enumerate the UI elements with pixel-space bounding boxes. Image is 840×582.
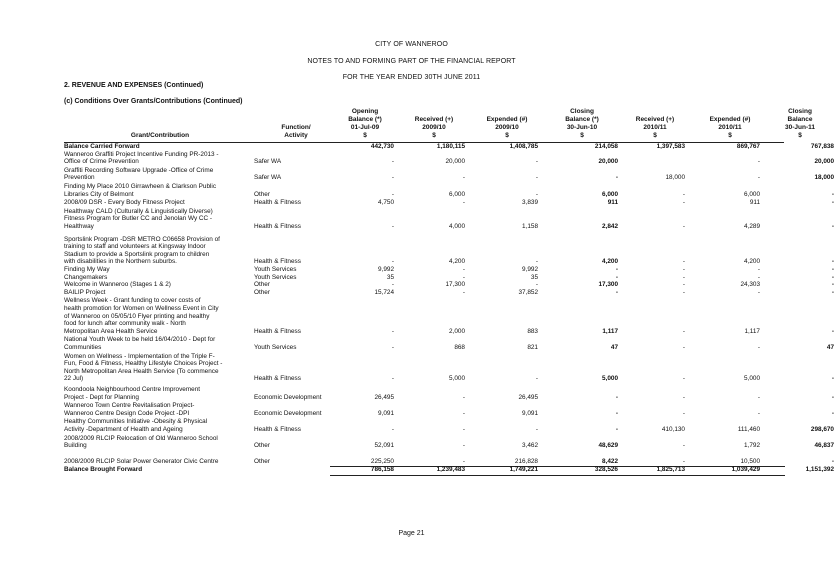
amount-cell: 35: [530, 273, 538, 281]
grant-name-line: with disabilities in the Northern suburbs.: [64, 258, 177, 266]
amount-cell: -: [391, 327, 394, 335]
amount-cell: 298,670: [810, 425, 834, 433]
amount-cell: 442,730: [370, 143, 394, 150]
grant-name-line: Finding My Way: [64, 266, 110, 273]
function-activity: Health & Fitness: [254, 425, 301, 433]
amount-cell: -: [831, 190, 834, 198]
amount-cell: -: [682, 327, 685, 335]
amount-cell: -: [757, 273, 760, 281]
grant-name: [64, 386, 246, 401]
function-activity: Health & Fitness: [254, 199, 301, 207]
function-activity: Safer WA: [254, 174, 282, 182]
col-header-line: Received (+): [414, 116, 454, 123]
amount-cell: 2,842: [602, 222, 618, 230]
grant-name-line: Wanneroo Town Centre Revitalisation Project-: [64, 402, 195, 410]
function-activity: Other: [254, 442, 270, 450]
amount-cell: 9,992: [522, 266, 538, 273]
grant-name-line: Koondoola Neighbourhood Centre Improvement: [64, 386, 201, 393]
grant-name: [64, 297, 246, 335]
col-header-line: Function/: [281, 124, 311, 131]
amount-cell: -: [831, 409, 834, 417]
amount-cell: -: [682, 190, 685, 198]
amount-cell: 410,130: [661, 425, 685, 433]
grant-name: [64, 167, 246, 182]
amount-cell: -: [682, 375, 685, 383]
col-header-line: $: [363, 132, 367, 139]
amount-cell: -: [615, 425, 618, 433]
function-activity: Youth Services: [254, 273, 297, 281]
amount-cell: 37,852: [518, 288, 538, 296]
grant-name-line: of Wanneroo on 05/05/10 Flyer printing and healthy: [64, 312, 210, 320]
amount-cell: 883: [527, 327, 538, 335]
amount-cell: -: [391, 174, 394, 182]
grant-name-line: North Metropolitan Area Health Service (To commence: [64, 367, 219, 375]
amount-cell: -: [535, 375, 538, 383]
amount-cell: -: [831, 375, 834, 383]
grant-name-line: Activity -Department of Health and Ageing: [64, 425, 183, 433]
grant-name: [64, 353, 246, 383]
amount-cell: 24,303: [740, 281, 760, 289]
amount-cell: 35: [386, 273, 394, 281]
amount-cell: 328,526: [594, 466, 618, 474]
table-row: [64, 183, 834, 198]
amount-cell: 5,000: [449, 375, 465, 383]
table-row: [64, 235, 834, 266]
amount-cell: 786,158: [370, 466, 394, 474]
amount-cell: -: [682, 393, 685, 401]
col-header-function: [256, 124, 336, 140]
grant-name-line: 2008/09 DSR - Every Body Fitness Project: [64, 199, 185, 207]
amount-cell: -: [831, 327, 834, 335]
col-header-line: $: [653, 132, 657, 139]
amount-cell: 111,460: [737, 425, 760, 433]
amount-cell: -: [831, 393, 834, 401]
amount-cell: -: [462, 457, 465, 465]
amount-cell: -: [462, 273, 465, 281]
amount-cell: 3,839: [522, 199, 538, 207]
amount-cell: -: [682, 442, 685, 450]
amount-cell: -: [757, 158, 760, 166]
grant-name-line: health promotion for Women on Wellness Event in City: [64, 304, 219, 312]
grant-name: [64, 281, 246, 289]
amount-cell: 3,462: [522, 442, 538, 450]
amount-cell: -: [682, 281, 685, 289]
grant-name: [64, 289, 246, 297]
page-number: Page 21: [398, 530, 425, 537]
table-row: [64, 297, 834, 335]
amount-cell: -: [831, 222, 834, 230]
grant-name: [64, 183, 246, 198]
amount-cell: -: [462, 393, 465, 401]
amount-cell: -: [831, 281, 834, 289]
amount-cell: 1,117: [602, 327, 618, 335]
table-row: [64, 150, 834, 166]
amount-cell: -: [535, 425, 538, 433]
amount-cell: -: [391, 190, 394, 198]
amount-cell: 821: [527, 343, 538, 351]
amount-cell: -: [831, 288, 834, 296]
table-row: [64, 199, 834, 207]
amount-cell: 5,000: [602, 375, 618, 383]
function-activity: Other: [254, 190, 270, 198]
amount-cell: -: [682, 199, 685, 207]
grant-name-line: Finding My Place 2010 Girrawheen & Clarkson Public: [64, 183, 217, 190]
table-row: [64, 288, 834, 297]
function-activity: Health & Fitness: [254, 375, 301, 383]
table-row: [64, 352, 834, 383]
grant-name: [64, 199, 246, 207]
grant-name-line: Women on Wellness - Implementation of the Triple F-: [64, 352, 215, 360]
amount-cell: 911: [607, 199, 618, 207]
table-row: [64, 434, 834, 450]
col-header-line: Expended (#): [709, 116, 751, 123]
col-header-line: $: [432, 132, 436, 139]
table-row: [64, 266, 834, 274]
col-header-line: Closing: [570, 108, 594, 115]
amount-cell: -: [391, 343, 394, 351]
grant-name: [64, 458, 246, 466]
col-header-line: 2009/10: [422, 124, 446, 131]
amount-cell: -: [615, 393, 618, 401]
amount-cell: -: [535, 258, 538, 266]
function-activity: Health & Fitness: [254, 327, 301, 335]
grant-name: [64, 435, 246, 450]
col-header-line: $: [798, 132, 802, 139]
amount-cell: -: [757, 266, 760, 273]
col-header-line: Expended (#): [486, 116, 528, 123]
subsection-heading: (c) Conditions Over Grants/Contributions (Continued): [64, 98, 243, 105]
grant-name-line: Healthway: [64, 222, 94, 230]
amount-cell: 4,289: [744, 222, 760, 230]
amount-cell: 1,239,483: [436, 466, 465, 474]
grant-name: [64, 418, 246, 433]
grant-name-line: Balance Brought Forward: [64, 466, 143, 474]
amount-cell: -: [757, 409, 760, 417]
col-header-expended-2010: [690, 116, 770, 140]
amount-cell: 4,750: [378, 199, 394, 207]
grant-name-line: Wanneroo Centre Design Code Project -DPI: [64, 409, 190, 417]
amount-cell: 10,500: [740, 457, 760, 465]
amount-cell: 18,000: [814, 174, 834, 182]
amount-cell: 1,158: [522, 222, 538, 230]
amount-cell: -: [831, 266, 834, 273]
amount-cell: -: [682, 258, 685, 266]
table-row: [64, 281, 834, 289]
amount-cell: -: [462, 199, 465, 207]
grant-name-line: food for lunch after community walk - North: [64, 320, 186, 328]
function-activity: Economic Development: [254, 393, 322, 401]
amount-cell: 868: [454, 343, 465, 351]
amount-cell: 2,000: [449, 327, 465, 335]
amount-cell: 26,495: [374, 393, 394, 401]
grant-name: [64, 236, 246, 266]
col-header-line: 2010/11: [643, 124, 667, 131]
col-header-line: Balance: [787, 116, 813, 123]
amount-cell: -: [462, 409, 465, 417]
table-row: [64, 207, 834, 231]
amount-cell: -: [682, 273, 685, 281]
amount-cell: -: [757, 174, 760, 182]
grant-name-line: Balance Carried Forward: [64, 143, 140, 150]
amount-cell: -: [391, 222, 394, 230]
amount-cell: 47: [610, 343, 618, 351]
grant-name-line: Welcome in Wanneroo (Stages 1 & 2): [64, 281, 171, 289]
amount-cell: -: [462, 174, 465, 182]
col-header-line: 01-Jul-09: [350, 124, 380, 131]
grant-name-line: BAILIP Project: [64, 288, 106, 296]
amount-cell: -: [462, 442, 465, 450]
amount-cell: 1,792: [744, 442, 760, 450]
amount-cell: 46,837: [814, 442, 834, 450]
function-activity: Economic Development: [254, 409, 322, 417]
amount-cell: -: [757, 343, 760, 351]
col-header-line: $: [505, 132, 509, 139]
amount-cell: -: [757, 393, 760, 401]
amount-cell: 214,058: [594, 143, 618, 150]
amount-cell: -: [831, 457, 834, 465]
table-row: [64, 386, 834, 401]
amount-cell: 1,039,429: [731, 466, 760, 474]
col-header-line: Opening: [351, 108, 379, 115]
amount-cell: 17,300: [445, 281, 465, 289]
amount-cell: -: [462, 288, 465, 296]
amount-cell: 767,838: [810, 143, 834, 150]
grant-name-line: Healthway CALD (Culturally & Linguistically Diverse): [64, 207, 213, 215]
amount-cell: 1,825,713: [656, 466, 685, 474]
grant-name-line: Office of Crime Prevention: [64, 158, 139, 166]
function-activity: Other: [254, 457, 270, 465]
grant-name: [64, 402, 246, 417]
amount-cell: 6,000: [449, 190, 465, 198]
amount-cell: -: [391, 281, 394, 289]
col-header-line: Activity: [284, 132, 308, 139]
amount-cell: 26,495: [518, 393, 538, 401]
function-activity: Safer WA: [254, 158, 282, 166]
amount-cell: -: [615, 266, 618, 273]
amount-cell: 20,000: [445, 158, 465, 166]
grant-name-line: Building: [64, 442, 87, 450]
col-header-line: 2009/10: [495, 124, 519, 131]
amount-cell: 216,828: [514, 457, 538, 465]
grant-name-line: Communities: [64, 343, 102, 351]
grant-name-line: Graffiti Recording Software Upgrade -Office of Crime: [64, 166, 214, 174]
col-header-line: 2010/11: [718, 124, 742, 131]
amount-cell: -: [682, 288, 685, 296]
grant-name-line: Stadium to provide a Sportslink program to children: [64, 250, 210, 258]
amount-cell: 5,000: [744, 375, 760, 383]
grant-name-line: National Youth Week to be held 16/04/2010 - Dept for: [64, 336, 216, 344]
col-header-grant: Grant/Contribution: [130, 132, 190, 139]
amount-cell: 1,408,785: [509, 143, 538, 150]
amount-cell: 4,200: [449, 258, 465, 266]
amount-cell: 20,000: [598, 158, 618, 166]
section-heading: 2. REVENUE AND EXPENSES (Continued): [64, 82, 204, 89]
table-row: [64, 418, 834, 433]
amount-cell: 4,000: [449, 222, 465, 230]
col-header-line: Balance (*): [565, 116, 599, 123]
amount-cell: 1,397,583: [656, 143, 685, 150]
amount-cell: -: [615, 273, 618, 281]
col-header-line: 30-Jun-10: [566, 124, 598, 131]
col-header-closing-2010: [542, 108, 622, 140]
amount-cell: 17,300: [598, 281, 618, 289]
amount-cell: -: [391, 425, 394, 433]
amount-cell: -: [682, 343, 685, 351]
table-row: [64, 166, 834, 182]
grant-name-line: Sportslink Program -DSR METRO C06658 Provision of: [64, 235, 220, 243]
col-header-closing-2011: [760, 108, 840, 140]
amount-cell: 911: [749, 199, 760, 207]
amount-cell: 52,091: [374, 442, 394, 450]
grant-name-line: Changemakers: [64, 273, 108, 281]
grant-name-line: 22 Jul): [64, 375, 84, 383]
amount-cell: 6,000: [744, 190, 760, 198]
grant-name-line: Healthy Communities Initiative -Obesity & Physical: [64, 418, 208, 426]
amount-cell: -: [682, 409, 685, 417]
function-activity: Health & Fitness: [254, 258, 301, 266]
amount-cell: -: [535, 158, 538, 166]
grant-name-line: Prevention: [64, 174, 95, 182]
org-name: CITY OF WANNEROO: [375, 41, 448, 48]
grant-name-line: training to staff and volunteers at Kingsway Indoor: [64, 243, 206, 251]
amount-cell: -: [615, 409, 618, 417]
grant-name: [64, 336, 246, 351]
amount-cell: -: [682, 457, 685, 465]
grant-name-line: Fun, Food & Fitness, Healthy Lifestyle Choices Project -: [64, 360, 223, 368]
amount-cell: 9,091: [378, 409, 394, 417]
col-header-line: 30-Jun-11: [785, 124, 815, 131]
table-row: [64, 273, 834, 282]
amount-cell: -: [757, 288, 760, 296]
col-header-line: Received (+): [635, 116, 675, 123]
grant-name: [64, 208, 246, 231]
grant-name: [64, 143, 246, 151]
grant-name-line: 2008/2009 RLCIP Solar Power Generator Civic Centre: [64, 457, 219, 465]
col-header-line: Closing: [788, 108, 812, 115]
amount-cell: 47: [826, 343, 834, 351]
amount-cell: 6,000: [602, 190, 618, 198]
grant-name: [64, 274, 246, 282]
grant-name-line: Libraries City of Belmont: [64, 190, 134, 198]
table-rule: [330, 475, 785, 476]
table-row: [64, 143, 834, 151]
amount-cell: -: [831, 199, 834, 207]
amount-cell: -: [615, 174, 618, 182]
amount-cell: -: [462, 425, 465, 433]
col-header-received-2010: [615, 116, 695, 140]
report-title: NOTES TO AND FORMING PART OF THE FINANCIAL REPORT: [307, 58, 516, 65]
grant-name-line: Project - Dept for Planning: [64, 393, 139, 401]
grant-name: [64, 151, 246, 166]
table-row: [64, 402, 834, 417]
grant-name: [64, 466, 246, 474]
amount-cell: -: [535, 281, 538, 289]
amount-cell: 1,180,115: [436, 143, 465, 150]
grant-name-line: Wellness Week - Grant funding to cover costs of: [64, 297, 201, 305]
function-activity: Youth Services: [254, 343, 297, 351]
amount-cell: 20,000: [814, 158, 834, 166]
grant-name: [64, 266, 246, 274]
amount-cell: -: [391, 258, 394, 266]
amount-cell: 1,151,392: [805, 466, 834, 474]
table-row: [64, 466, 834, 474]
amount-cell: 225,250: [370, 457, 394, 465]
amount-cell: 48,629: [598, 442, 618, 450]
amount-cell: 869,767: [736, 143, 760, 150]
amount-cell: -: [682, 222, 685, 230]
amount-cell: -: [462, 266, 465, 273]
col-header-expended-2009: [467, 116, 547, 140]
table-row: [64, 457, 834, 466]
col-header-line: Balance (*): [348, 116, 382, 123]
amount-cell: 9,091: [522, 409, 538, 417]
grant-name-line: Metropolitan Area Health Service: [64, 327, 158, 335]
amount-cell: -: [535, 174, 538, 182]
function-activity: Youth Services: [254, 266, 297, 273]
amount-cell: 1,749,221: [509, 466, 538, 474]
amount-cell: -: [391, 158, 394, 166]
table-row: [64, 336, 834, 351]
amount-cell: 15,724: [374, 288, 394, 296]
amount-cell: -: [831, 273, 834, 281]
amount-cell: 4,200: [602, 258, 618, 266]
col-header-line: $: [580, 132, 584, 139]
amount-cell: 8,422: [602, 457, 618, 465]
grant-name-line: Fitness Program for Butler CC and Jenolan Wy CC -: [64, 215, 213, 223]
amount-cell: 4,200: [744, 258, 760, 266]
report-period: FOR THE YEAR ENDED 30TH JUNE 2011: [342, 74, 481, 81]
amount-cell: -: [831, 258, 834, 266]
col-header-received-2009: [394, 116, 474, 140]
col-header-line: $: [728, 132, 732, 139]
amount-cell: -: [535, 190, 538, 198]
function-activity: Health & Fitness: [254, 222, 301, 230]
function-activity: Other: [254, 288, 270, 296]
amount-cell: 9,992: [378, 266, 394, 273]
col-header-opening: [325, 108, 405, 140]
grant-name-line: Wanneroo Graffiti Project Incentive Funding PR-2013 -: [64, 150, 219, 158]
amount-cell: -: [391, 375, 394, 383]
grant-name-line: 2008/2009 RLCIP Relocation of Old Wanneroo School: [64, 434, 218, 442]
amount-cell: 1,117: [744, 327, 760, 335]
function-activity: Other: [254, 281, 270, 289]
amount-cell: -: [615, 288, 618, 296]
amount-cell: -: [682, 266, 685, 273]
amount-cell: 18,000: [665, 174, 685, 182]
